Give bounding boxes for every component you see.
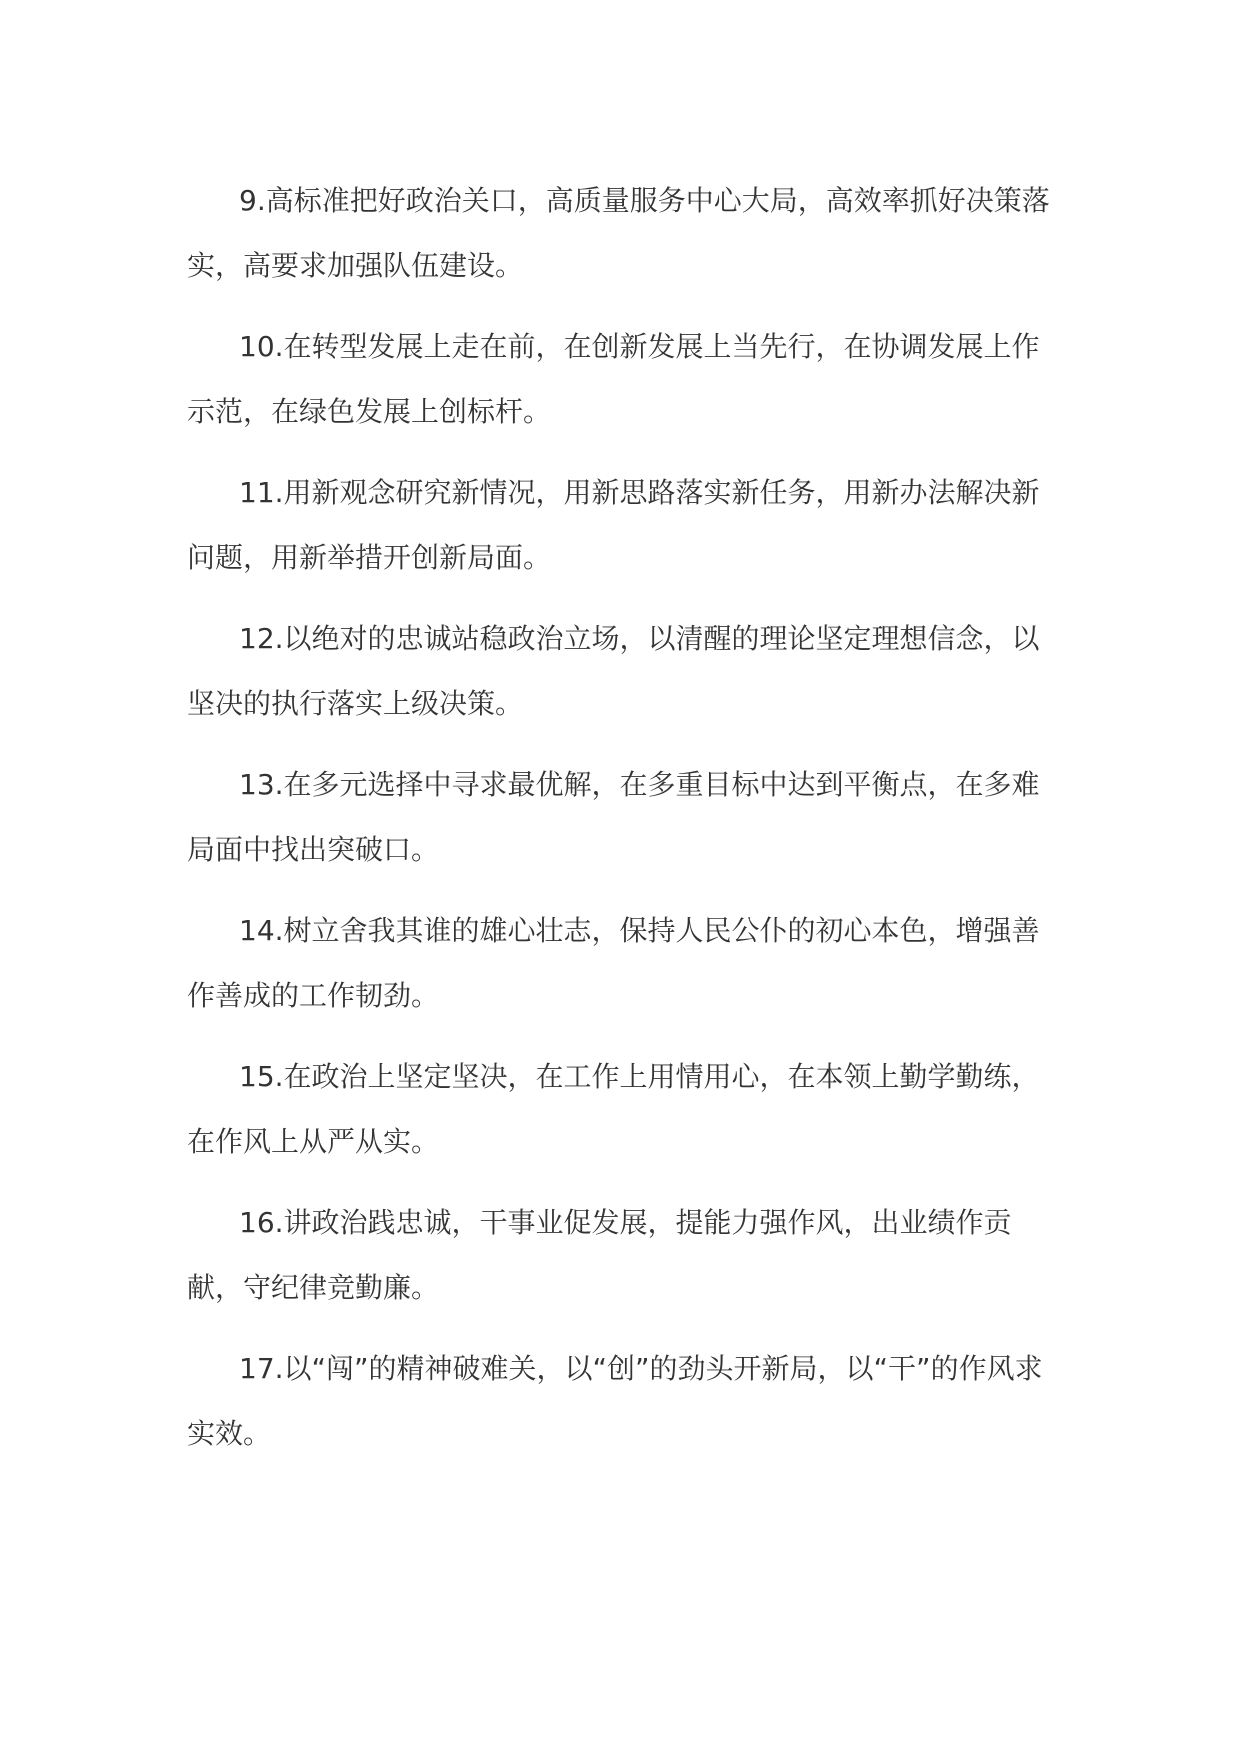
document-body (187, 168, 1067, 1482)
list-item: 10.在转型发展上走在前，在创新发展上当先行，在协调发展上作示范，在绿色发展上创标杆。 (187, 330, 1040, 428)
list-item: 17.以“闯”的精神破难关，以“创”的劲头开新局，以“干”的作风求实效。 (187, 1352, 1043, 1450)
list-item: 9.高标准把好政治关口，高质量服务中心大局，高效率抓好决策落实，高要求加强队伍建设。 (187, 184, 1050, 282)
list-item: 13.在多元选择中寻求最优解，在多重目标中达到平衡点，在多难局面中找出突破口。 (187, 768, 1040, 866)
list-item: 14.树立舍我其谁的雄心壮志，保持人民公仆的初心本色，增强善作善成的工作韧劲。 (187, 914, 1040, 1012)
list-item: 15.在政治上坚定坚决，在工作上用情用心，在本领上勤学勤练，在作风上从严从实。 (187, 1060, 1040, 1158)
list-item: 12.以绝对的忠诚站稳政治立场，以清醒的理论坚定理想信念，以坚决的执行落实上级决策。 (187, 622, 1040, 720)
list-item: 16.讲政治践忠诚，干事业促发展，提能力强作风，出业绩作贡献，守纪律竞勤廉。 (187, 1206, 1012, 1304)
list-item: 11.用新观念研究新情况，用新思路落实新任务，用新办法解决新问题，用新举措开创新局面。 (187, 476, 1040, 574)
